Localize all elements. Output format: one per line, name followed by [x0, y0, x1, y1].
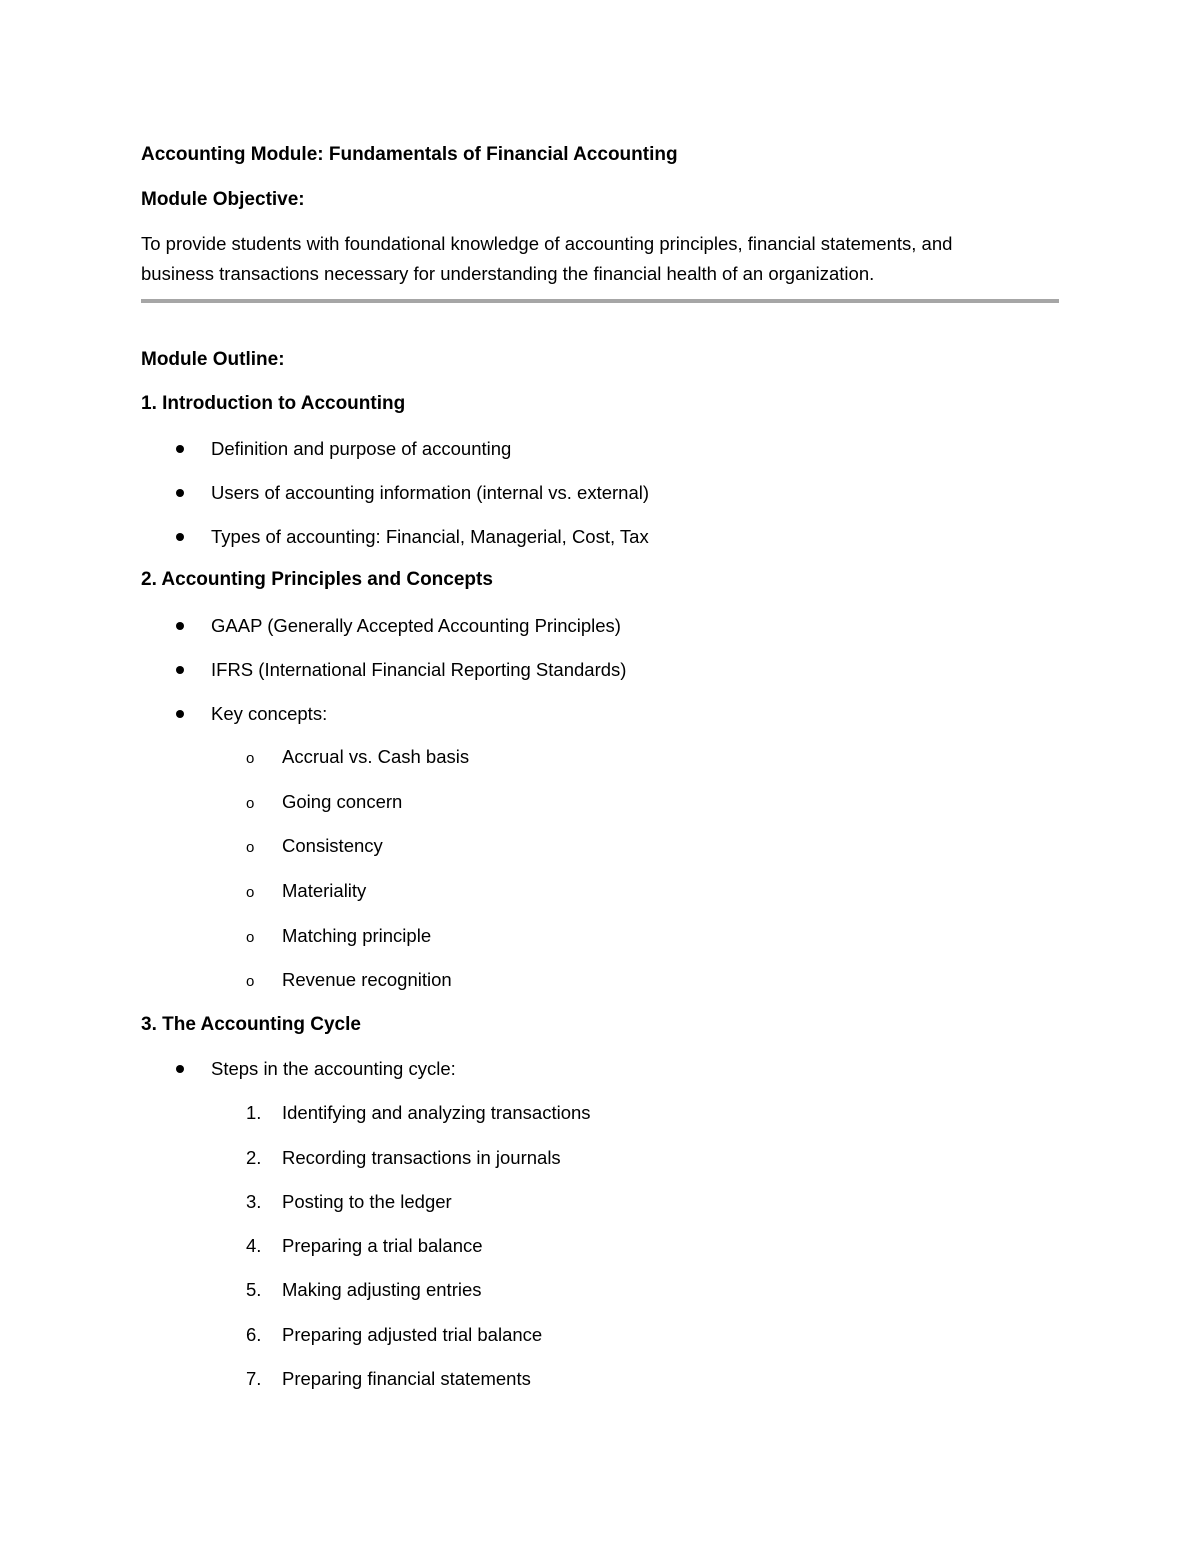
outline-heading: Module Outline:: [141, 349, 285, 370]
bullet-icon: [176, 710, 184, 718]
step-item: Preparing financial statements: [282, 1368, 531, 1389]
step-number: 1.: [246, 1102, 262, 1123]
sub-list-item: Going concern: [282, 791, 403, 812]
circle-bullet-icon: o: [246, 795, 255, 812]
circle-bullet-icon: o: [246, 750, 255, 767]
list-item: Users of accounting information (internal vs. external): [211, 482, 650, 503]
circle-bullet-icon: o: [246, 973, 255, 990]
bullet-icon: [176, 533, 184, 541]
sub-list-item: Revenue recognition: [282, 969, 452, 990]
section-3-heading: 3. The Accounting Cycle: [141, 1014, 361, 1035]
step-item: Posting to the ledger: [282, 1191, 452, 1212]
sub-list-item: Matching principle: [282, 925, 432, 946]
list-item: Steps in the accounting cycle:: [211, 1058, 456, 1079]
circle-bullet-icon: o: [246, 929, 255, 946]
list-item: Definition and purpose of accounting: [211, 438, 512, 459]
bullet-icon: [176, 622, 184, 630]
sub-list-item: Accrual vs. Cash basis: [282, 746, 470, 767]
step-item: Preparing adjusted trial balance: [282, 1324, 543, 1345]
list-item: Types of accounting: Financial, Managerial, Cost, Tax: [211, 526, 649, 547]
step-number: 2.: [246, 1147, 262, 1168]
step-item: Identifying and analyzing transactions: [282, 1102, 591, 1123]
objective-text-line-2: business transactions necessary for understanding the financial health of an organization.: [141, 263, 875, 284]
sub-list-item: Materiality: [282, 880, 367, 901]
list-item: IFRS (International Financial Reporting Standards): [211, 659, 627, 680]
objective-heading: Module Objective:: [141, 189, 305, 210]
bullet-icon: [176, 445, 184, 453]
bullet-icon: [176, 489, 184, 497]
step-item: Making adjusting entries: [282, 1279, 482, 1300]
section-1-heading: 1. Introduction to Accounting: [141, 393, 406, 414]
step-number: 5.: [246, 1279, 262, 1300]
horizontal-divider: [141, 299, 1059, 303]
document-title: Accounting Module: Fundamentals of Financial Accounting: [141, 144, 678, 165]
bullet-icon: [176, 1065, 184, 1073]
bullet-icon: [176, 666, 184, 674]
circle-bullet-icon: o: [246, 884, 255, 901]
step-number: 3.: [246, 1191, 262, 1212]
step-number: 7.: [246, 1368, 262, 1389]
section-2-heading: 2. Accounting Principles and Concepts: [141, 569, 493, 590]
list-item: GAAP (Generally Accepted Accounting Principles): [211, 615, 621, 636]
objective-text-line-1: To provide students with foundational knowledge of accounting principles, financial statements, and: [141, 233, 953, 254]
step-item: Recording transactions in journals: [282, 1147, 561, 1168]
circle-bullet-icon: o: [246, 839, 255, 856]
step-number: 6.: [246, 1324, 262, 1345]
step-item: Preparing a trial balance: [282, 1235, 483, 1256]
step-number: 4.: [246, 1235, 262, 1256]
list-item: Key concepts:: [211, 703, 328, 724]
sub-list-item: Consistency: [282, 835, 383, 856]
